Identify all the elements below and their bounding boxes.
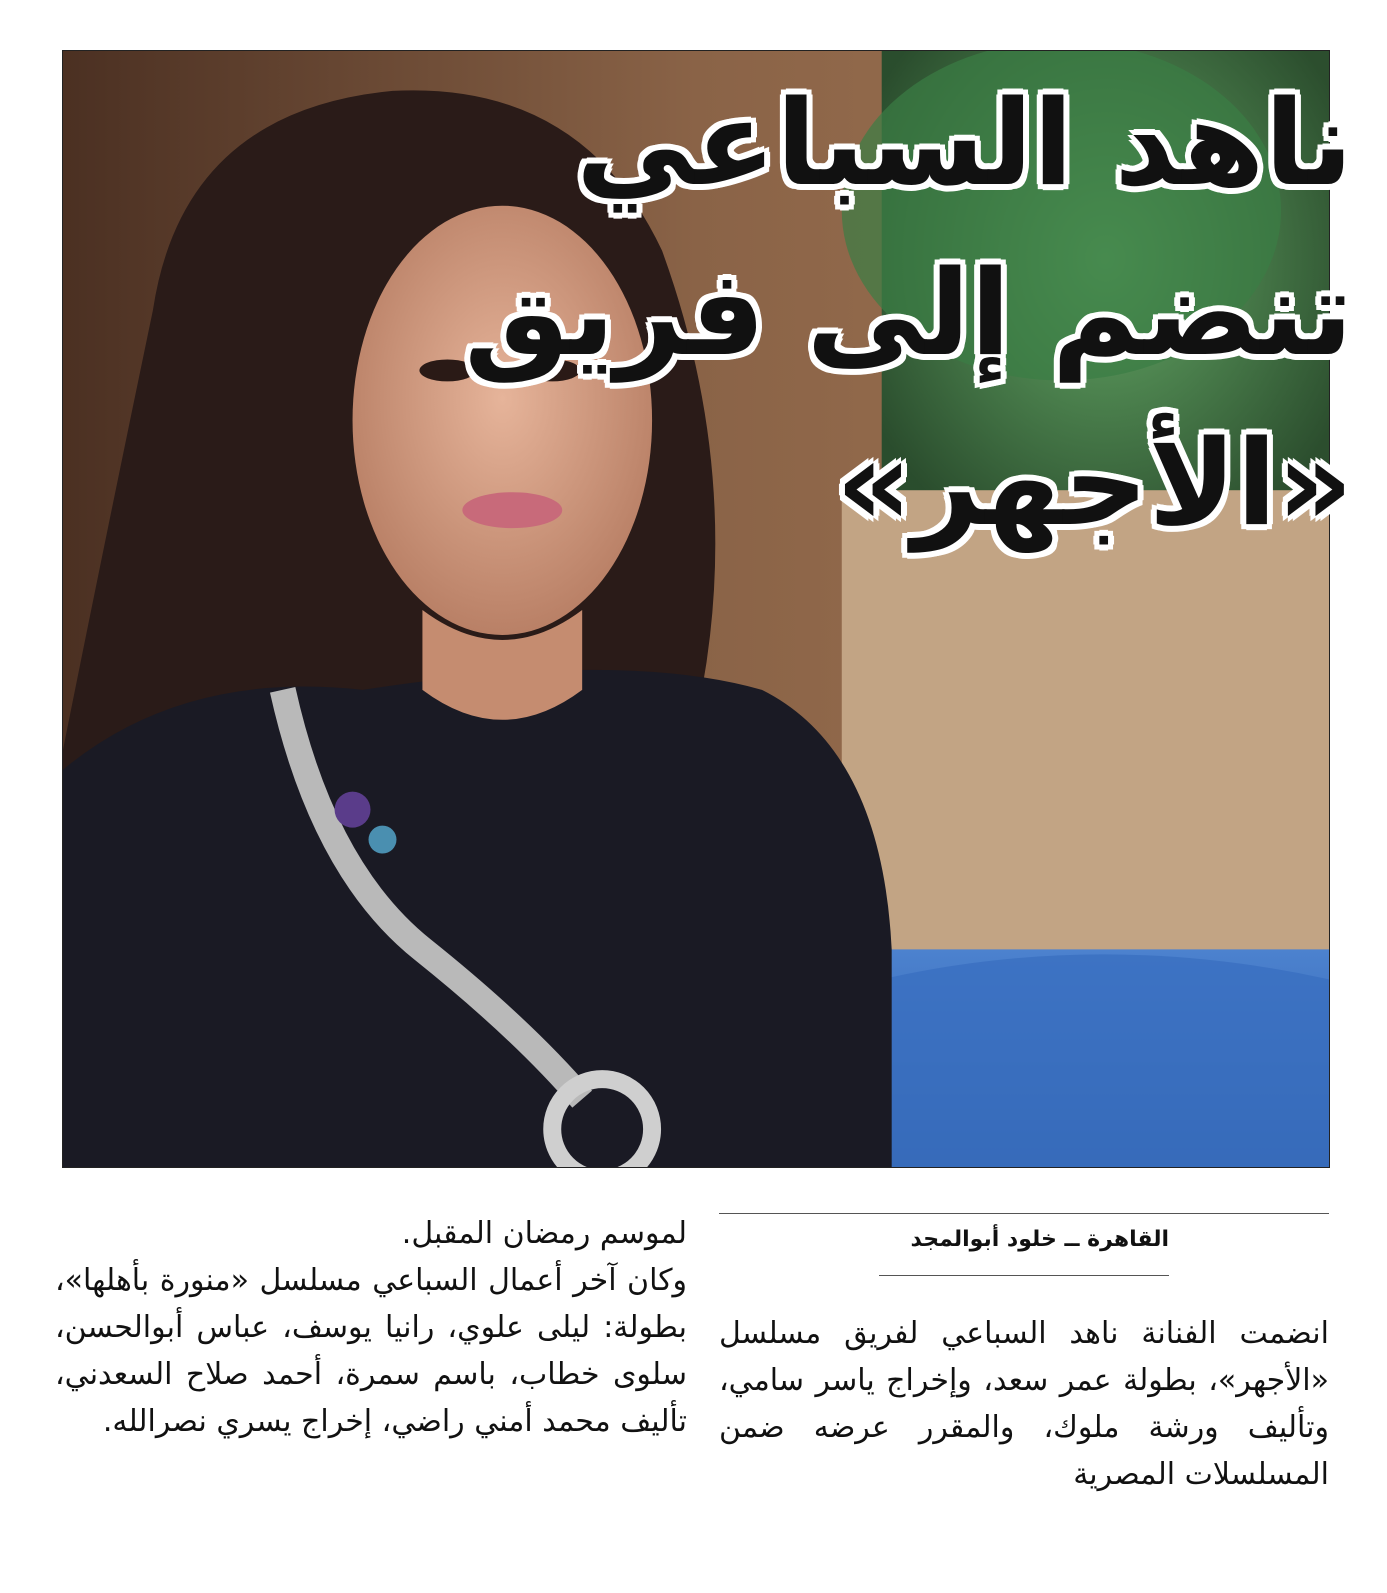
headline-line-3: «الأجهر» bbox=[835, 414, 1353, 552]
article-paragraph: وكان آخر أعمال السباعي مسلسل «منورة بأهلها»، بطولة: ليلى علوي، رانيا يوسف، عباس أبوالحسن، سلوى خطاب، باسم سمرة، أحمد صلاح السعدني، تأليف محمد أمني راضي، إخراج يسري نصرالله. bbox=[55, 1263, 687, 1439]
article-paragraph: انضمت الفنانة ناهد السباعي لفريق مسلسل «الأجهر»، بطولة عمر سعد، وإخراج ياسر سامي، وتأليف ورشة ملوك، والمقرر عرضه ضمن المسلسلات المصرية bbox=[719, 1316, 1329, 1492]
byline: القاهرة ــ خلود أبوالمجد bbox=[910, 1227, 1169, 1252]
byline-block bbox=[719, 1213, 1329, 1273]
headline-line-2: تنضم إلى فريق bbox=[464, 244, 1353, 382]
byline-rule-bottom bbox=[879, 1275, 1169, 1276]
article-column-left bbox=[55, 1210, 687, 1445]
headline-line-1: ناهد السباعي bbox=[576, 74, 1353, 212]
article-paragraph: لموسم رمضان المقبل. bbox=[401, 1216, 687, 1251]
article-column-right bbox=[719, 1310, 1329, 1498]
byline-rule-top bbox=[719, 1213, 1329, 1214]
headline bbox=[464, 58, 1353, 568]
